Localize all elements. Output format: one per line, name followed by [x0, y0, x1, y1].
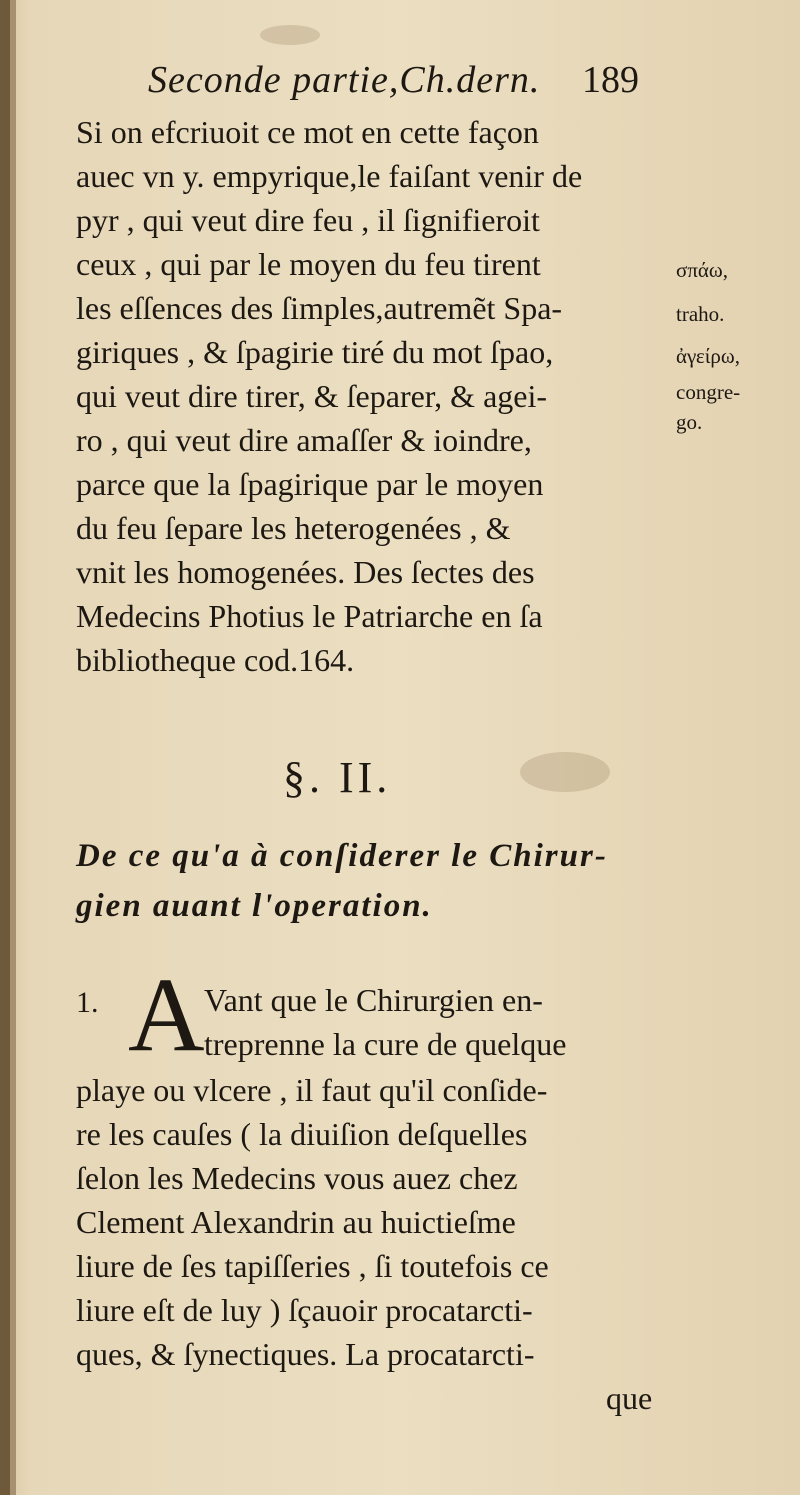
margin-note: ἀγείρω,: [676, 344, 740, 368]
page-gutter: [0, 0, 10, 1495]
paragraph-number: 1.: [76, 986, 99, 1019]
body-line: qui veut dire tirer, & ſeparer, & agei-: [76, 378, 548, 414]
margin-note: σπάω,: [676, 258, 728, 282]
body-line: parce que la ſpagirique par le moyen: [76, 466, 544, 502]
paper-stain: [260, 25, 320, 45]
paragraph-line: Clement Alexandrin au huictieſme: [76, 1204, 516, 1240]
page-gutter-edge: [10, 0, 16, 1495]
body-line: auec vn y. empyrique,le faiſant venir de: [76, 158, 583, 194]
paragraph-line: liure de ſes tapiſſeries , ſi toutefois ce: [76, 1248, 549, 1284]
body-line: giriques , & ſpagirie tiré du mot ſpao,: [76, 334, 554, 370]
section-heading-line: De ce qu'a à conſiderer le Chirur-: [76, 838, 608, 874]
paper-stain: [520, 752, 610, 792]
body-line: ceux , qui par le moyen du feu tirent: [76, 246, 541, 282]
margin-note: go.: [676, 410, 703, 434]
running-head-title: Seconde partie,Ch.dern.: [148, 59, 541, 101]
body-line: pyr , qui veut dire feu , il ſignifieroit: [76, 202, 540, 238]
body-line: Si on efcriuoit ce mot en cette façon: [76, 114, 539, 150]
body-line: Medecins Photius le Patriarche en ſa: [76, 598, 543, 634]
paragraph-line: re les cauſes ( la diuiſion deſquelles: [76, 1116, 528, 1152]
paragraph-line: liure eſt de luy ) ſçauoir procatarcti-: [76, 1292, 533, 1328]
paragraph-line: ques, & ſynectiques. La procatarcti-: [76, 1336, 535, 1372]
paragraph-line: playe ou vlcere , il faut qu'il conſide-: [76, 1072, 548, 1108]
paragraph-line: ſelon les Medecins vous auez chez: [76, 1160, 518, 1196]
paragraph-line: treprenne la cure de quelque: [204, 1026, 567, 1062]
section-number: §. II.: [283, 753, 392, 802]
page-number: 189: [582, 59, 639, 101]
body-line: bibliotheque cod.164.: [76, 642, 355, 678]
body-line: les eſſences des ſimples,autremẽt Spa-: [76, 290, 563, 326]
drop-cap: A: [128, 956, 205, 1073]
paragraph-line: Vant que le Chirurgien en-: [204, 982, 543, 1018]
section-heading-line: gien auant l'operation.: [76, 888, 433, 924]
catchword: que: [606, 1380, 653, 1416]
body-line: vnit les homogenées. Des ſectes des: [76, 554, 535, 590]
margin-note: congre-: [676, 380, 741, 404]
margin-note: traho.: [676, 302, 725, 326]
body-line: ro , qui veut dire amaſſer & ioindre,: [76, 422, 532, 458]
body-line: du feu ſepare les heterogenées , &: [76, 510, 511, 546]
